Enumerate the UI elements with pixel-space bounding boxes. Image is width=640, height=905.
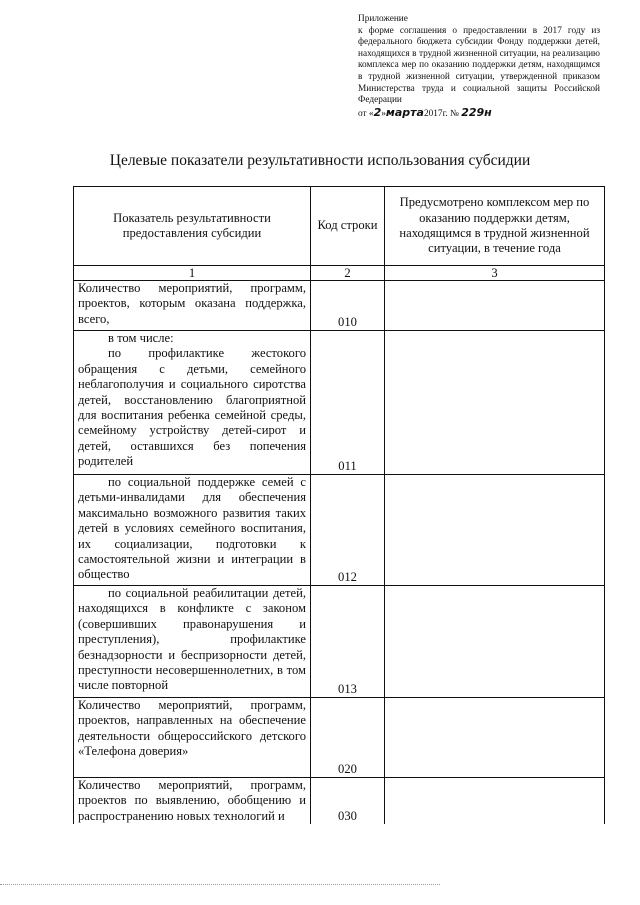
column-number: 1 bbox=[74, 266, 311, 281]
row-value-cell[interactable] bbox=[385, 778, 605, 825]
doc-number-handwritten: 229н bbox=[461, 105, 492, 119]
table-row bbox=[74, 281, 605, 331]
date-suffix: г. № bbox=[442, 108, 459, 119]
appendix-text: к форме соглашения о предоставлении в 2017 году из федерального бюджета субсидии Фонду поддержки детей, находящихся в трудной жизненной ситуации, на реализацию комплекса мер по оказанию поддержки детям, находящимся в трудной жизненной ситуации, утвержденной приказом Министерства труда и социальной защиты Российской Федерации bbox=[358, 25, 600, 106]
table-row bbox=[74, 475, 605, 586]
table-row bbox=[74, 778, 605, 825]
date-day-handwritten: 2 bbox=[373, 105, 382, 119]
scan-edge-divider bbox=[0, 884, 440, 885]
row-description: Количество мероприятий, программ, проектов по выявлению, обобщению и распространению новых технологий и bbox=[74, 778, 311, 825]
row-code: 012 bbox=[311, 475, 385, 586]
row-code: 010 bbox=[311, 281, 385, 331]
row-lead: в том числе: bbox=[108, 331, 174, 345]
row-text: по профилактике жестокого обращения с детьми, семейного неблагополучия и социального сиротства детей, восстановлению благоприятной для воспитания ребенка семейной среды, семейному устройству детей-сирот и детей, оставшихся без попечения родителей bbox=[78, 346, 306, 469]
row-code: 011 bbox=[311, 331, 385, 475]
header-row-code: Код строки bbox=[311, 187, 385, 266]
indicators-table bbox=[73, 186, 605, 824]
table-header-row bbox=[74, 187, 605, 266]
header-indicator: Показатель результативности предоставления субсидии bbox=[74, 187, 311, 266]
page-title: Целевые показатели результативности использования субсидии bbox=[109, 152, 531, 169]
row-value-cell[interactable] bbox=[385, 281, 605, 331]
header-planned: Предусмотрено комплексом мер по оказанию поддержки детям, находящимся в трудной жизненной ситуации, в течение года bbox=[385, 187, 605, 266]
appendix-date-line bbox=[358, 107, 600, 121]
column-number: 2 bbox=[311, 266, 385, 281]
appendix-block bbox=[358, 14, 600, 120]
row-code: 013 bbox=[311, 586, 385, 698]
table-row bbox=[74, 586, 605, 698]
row-value-cell[interactable] bbox=[385, 475, 605, 586]
row-code: 030 bbox=[311, 778, 385, 825]
date-year: 2017 bbox=[423, 108, 443, 119]
date-prefix: от « bbox=[358, 108, 374, 119]
row-description: по социальной реабилитации детей, находящихся в конфликте с законом (совершивших правонарушения и преступления), профилактике безнадзорности и беспризорности детей, преступности несовершеннолетних, в том числе повторной bbox=[74, 586, 311, 698]
row-description: Количество мероприятий, программ, проектов, направленных на обеспечение деятельности общероссийского детского «Телефона доверия» bbox=[74, 698, 311, 778]
row-value-cell[interactable] bbox=[385, 586, 605, 698]
column-number: 3 bbox=[385, 266, 605, 281]
row-value-cell[interactable] bbox=[385, 331, 605, 475]
appendix-heading: Приложение bbox=[358, 14, 408, 24]
date-mid: » bbox=[381, 108, 386, 119]
table-row bbox=[74, 698, 605, 778]
row-value-cell[interactable] bbox=[385, 698, 605, 778]
row-description bbox=[74, 331, 311, 475]
date-month-handwritten: марта bbox=[385, 105, 424, 119]
row-description: по социальной поддержке семей с детьми-инвалидами для обеспечения максимально возможного развития таких детей в условиях семейного воспитания, их социализации, подготовки к самостоятельной жизни и интеграции в общество bbox=[74, 475, 311, 586]
column-number-row bbox=[74, 266, 605, 281]
table-row bbox=[74, 331, 605, 475]
row-code: 020 bbox=[311, 698, 385, 778]
row-description: Количество мероприятий, программ, проектов, которым оказана поддержка, всего, bbox=[74, 281, 311, 331]
